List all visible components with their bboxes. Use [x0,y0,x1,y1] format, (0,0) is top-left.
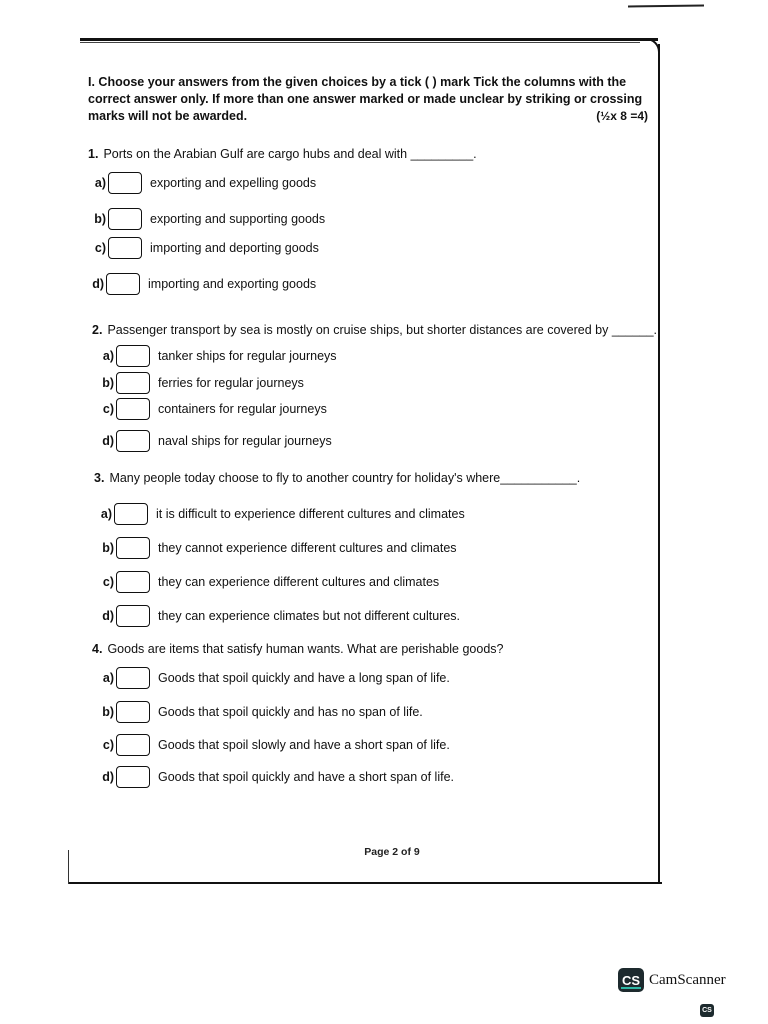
pen-mark [628,4,704,7]
option-text: exporting and expelling goods [150,176,317,190]
question-number: 2. [92,323,103,337]
question-2 [92,323,657,337]
question-1 [88,147,477,161]
option-text: it is difficult to experience different cultures and climates [156,507,465,521]
option-text: exporting and supporting goods [150,212,326,226]
tick-box[interactable] [114,503,148,525]
tick-box[interactable] [116,537,150,559]
camscanner-logo [618,968,726,992]
option-4d [96,764,454,790]
option-2a [96,343,337,369]
camscanner-badge-icon: CS [618,968,644,992]
option-letter: a) [102,671,114,685]
option-text: they can experience different cultures and climates [158,575,440,589]
option-2b [96,370,304,396]
option-letter: c) [94,241,106,255]
option-1b [88,206,325,232]
tick-box[interactable] [116,605,150,627]
option-text: naval ships for regular journeys [158,434,332,448]
option-letter: b) [102,541,114,555]
option-letter: b) [102,705,114,719]
option-text: Goods that spoil quickly and has no span of life. [158,705,423,719]
option-text: importing and exporting goods [148,277,317,291]
option-text: containers for regular journeys [158,402,327,416]
option-letter: c) [102,575,114,589]
option-3a [94,501,465,527]
option-1a [88,170,316,196]
option-text: they cannot experience different cultures and climates [158,541,457,555]
tick-box[interactable] [116,345,150,367]
border-top-inner [80,42,640,43]
option-3d [96,603,460,629]
question-text: Many people today choose to fly to another country for holiday's where___________. [109,471,581,485]
instructions-line-2: correct answer only. If more than one answer marked or made unclear by striking or crossing [88,92,643,106]
question-number: 3. [94,471,105,485]
instructions [88,74,648,125]
question-4 [92,642,503,656]
option-text: Goods that spoil quickly and have a long span of life. [158,671,450,685]
tick-box[interactable] [116,398,150,420]
question-text: Passenger transport by sea is mostly on cruise ships, but shorter distances are covered by ______. [107,323,658,337]
option-letter: c) [102,402,114,416]
option-letter: d) [102,770,114,784]
option-letter: b) [94,212,106,226]
page-number: Page 2 of 9 [364,846,420,858]
tick-box[interactable] [116,766,150,788]
tick-box[interactable] [116,571,150,593]
option-4a [96,665,450,691]
option-letter: d) [102,434,114,448]
tick-box[interactable] [108,172,142,194]
camscanner-name: CamScanner [649,971,726,988]
option-1d [86,271,316,297]
border-right [658,44,660,884]
option-2d [96,428,332,454]
instructions-line-3: marks will not be awarded. [88,109,248,123]
option-letter: a) [100,507,112,521]
tick-box[interactable] [116,667,150,689]
tick-box[interactable] [116,701,150,723]
option-text: tanker ships for regular journeys [158,349,337,363]
border-top [80,38,658,41]
instructions-line-1: I. Choose your answers from the given choices by a tick ( ) mark Tick the columns with the [88,75,627,89]
option-text: Goods that spoil quickly and have a short span of life. [158,770,455,784]
tick-box[interactable] [106,273,140,295]
camscanner-small-icon: CS [700,1004,714,1017]
option-1c [88,235,319,261]
tick-box[interactable] [116,430,150,452]
question-text: Ports on the Arabian Gulf are cargo hubs and deal with _________. [103,147,477,161]
option-3c [96,569,439,595]
border-bottom [68,882,662,884]
option-letter: b) [102,376,114,390]
option-letter: c) [102,738,114,752]
option-letter: a) [102,349,114,363]
option-4c [96,732,450,758]
option-text: importing and deporting goods [150,241,319,255]
tick-box[interactable] [108,208,142,230]
option-4b [96,699,423,725]
tick-box[interactable] [116,734,150,756]
marks-allocation: (½x 8 =4) [596,109,648,123]
option-text: Goods that spoil slowly and have a short span of life. [158,738,450,752]
option-2c [96,396,327,422]
option-letter: a) [94,176,106,190]
question-text: Goods are items that satisfy human wants. What are perishable goods? [107,642,504,656]
question-3 [94,471,580,485]
option-text: ferries for regular journeys [158,376,304,390]
tick-box[interactable] [116,372,150,394]
option-3b [96,535,457,561]
option-text: they can experience climates but not different cultures. [158,609,461,623]
option-letter: d) [92,277,104,291]
question-number: 1. [88,147,99,161]
tick-box[interactable] [108,237,142,259]
question-number: 4. [92,642,103,656]
option-letter: d) [102,609,114,623]
